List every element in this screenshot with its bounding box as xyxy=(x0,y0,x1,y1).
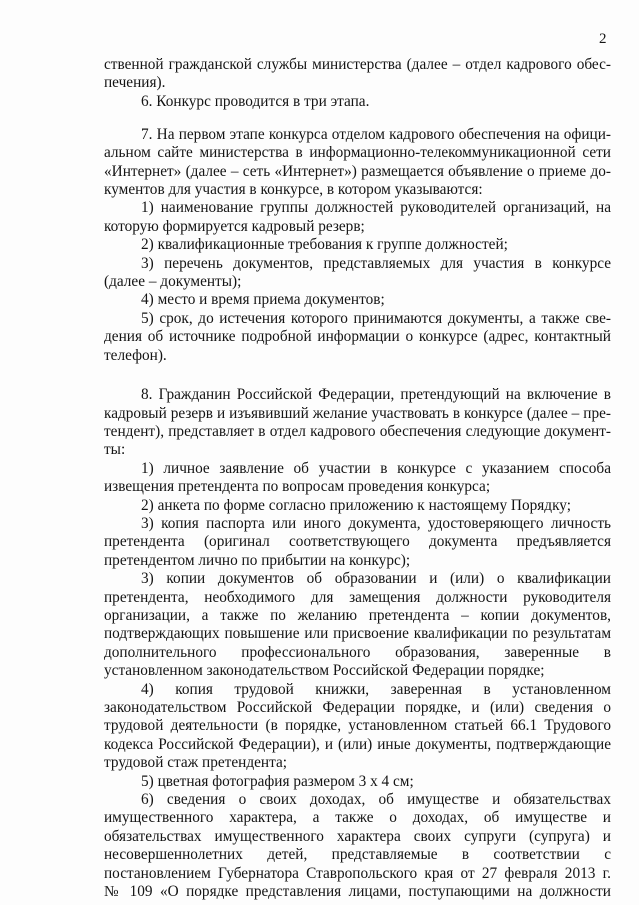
text-line: претендентом лично по прибытии на конкурс); xyxy=(104,551,411,569)
text-line: извещения претендента по вопросам проведения конкурса; xyxy=(104,478,491,496)
text-line: № 109 «О порядке представления лицами, поступающими на должности xyxy=(104,883,611,900)
text-line: претендента (оригинал соответствующего документа предъявляется xyxy=(104,533,611,551)
text-line: трудовой стаж претендента; xyxy=(104,754,288,772)
text-line: претендента, необходимого для замещения должности руководителя xyxy=(104,588,611,606)
text-line: установленном законодательством Российской Федерации порядке; xyxy=(104,662,545,680)
text-line: ты: xyxy=(104,441,126,459)
text-line: кодекса Российской Федерации), и (или) иные документы, подтверждающие xyxy=(104,735,611,753)
text-line: имущественного характера, а также о доходах, об имуществе и xyxy=(104,809,611,827)
text-line: 2) квалификационные требования к группе должностей; xyxy=(141,236,508,254)
text-line: подтверждающих повышение или присвоение квалификации по результатам xyxy=(104,625,611,643)
text-line: дения об источнике подробной информации о конкурсе (адрес, контактный xyxy=(104,328,611,346)
text-line: 7. На первом этапе конкурса отделом кадрового обеспечения на офици- xyxy=(141,125,611,143)
text-line: постановлением Губернатора Ставропольского края от 27 февраля 2013 г. xyxy=(104,864,611,882)
text-line: 3) копия паспорта или иного документа, удостоверяющего личность xyxy=(141,515,611,532)
text-line: 3) перечень документов, представляемых для участия в конкурсе xyxy=(141,254,611,272)
text-line: 4) место и время приема документов; xyxy=(141,291,385,309)
text-line: печения). xyxy=(104,74,166,92)
text-line: законодательством Российской Федерации порядке, и (или) сведения о xyxy=(104,699,611,716)
text-line: 2) анкета по форме согласно приложению к настоящему Порядку; xyxy=(141,496,572,514)
text-line: 6) сведения о своих доходах, об имуществе и обязательствах xyxy=(141,791,611,808)
text-line: 1) личное заявление об участии в конкурсе с указанием способа xyxy=(141,459,611,477)
text-line: 5) цветная фотография размером 3 х 4 см; xyxy=(141,772,414,790)
text-line: (далее – документы); xyxy=(104,272,242,290)
text-line: телефон). xyxy=(104,346,167,364)
text-line: 6. Конкурс проводится в три этапа. xyxy=(141,92,370,110)
text-line: кадровый резерв и изъявивший желание участвовать в конкурсе (далее – пре- xyxy=(104,404,611,422)
text-line: дополнительного профессионального образования, заверенные в xyxy=(104,643,611,661)
text-line: «Интернет» (далее – сеть «Интернет») размещается объявление о приеме до- xyxy=(104,162,611,180)
text-line: тендент), представляет в отдел кадрового обеспечения следующие документ- xyxy=(104,423,611,441)
text-line: которую формируется кадровый резерв; xyxy=(104,217,365,235)
text-line: несовершеннолетних детей, представляемые в соответствии с xyxy=(104,846,611,864)
page-number: 2 xyxy=(599,31,607,47)
text-line: кументов для участия в конкурсе, в котором указываются: xyxy=(104,180,483,198)
text-line: ственной гражданской службы министерства (далее – отдел кадрового обес- xyxy=(104,56,611,73)
text-line: организации, а также по желанию претендента – копии документов, xyxy=(104,607,611,624)
text-line: обязательствах имущественного характера своих супруги (супруга) и xyxy=(104,827,611,845)
text-line: 1) наименование группы должностей руководителей организаций, на xyxy=(141,199,611,217)
text-line: 5) срок, до истечения которого принимаются документы, а также све- xyxy=(141,309,611,327)
text-line: альном сайте министерства в информационно-телекоммуникационной сети xyxy=(104,144,611,162)
text-line: трудовой деятельности (в порядке, установленном статьей 66.1 Трудового xyxy=(104,717,611,735)
text-line: 3) копии документов об образовании и (или) о квалификации xyxy=(141,570,611,588)
text-line: 4) копия трудовой книжки, заверенная в установленном xyxy=(141,680,611,698)
text-line: 8. Гражданин Российской Федерации, претендующий на включение в xyxy=(141,386,611,404)
